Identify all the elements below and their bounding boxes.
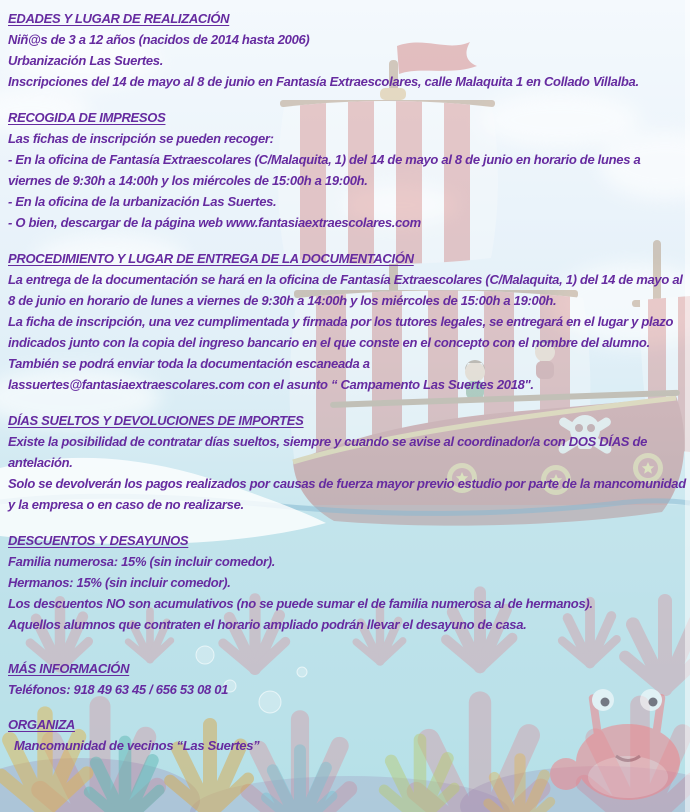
section-recogida-impresos <box>8 107 686 233</box>
section-mas-informacion <box>8 658 686 700</box>
section-procedimiento-entrega <box>8 248 686 395</box>
section-edades-y-lugar <box>8 8 686 92</box>
paragraph-phones: Teléfonos: 918 49 63 45 / 656 53 08 01 <box>8 682 229 697</box>
section-descuentos-desayunos <box>8 530 686 635</box>
paragraph: Aquellos alumnos que contraten el horario ampliado podrán llevar el desayuno de casa. <box>8 617 527 632</box>
section-organiza <box>8 714 686 756</box>
section-dias-sueltos <box>8 410 686 515</box>
paragraph: Las fichas de inscripción se pueden recoger: <box>8 131 274 146</box>
section-heading: DÍAS SUELTOS Y DEVOLUCIONES DE IMPORTES <box>8 413 304 428</box>
section-heading: ORGANIZA <box>8 717 75 732</box>
paragraph: Solo se devolverán los pagos realizados por causas de fuerza mayor previo estudio por parte de la mancomunidad y la empresa o en caso de no realizarse. <box>8 476 686 512</box>
bullet-item-website: - O bien, descargar de la página web www.fantasiaextraescolares.com <box>8 215 421 230</box>
paragraph: Existe la posibilidad de contratar días sueltos, siempre y cuando se avise al coordinador/a con DOS DÍAS de antelación. <box>8 434 648 470</box>
paragraph-organizer: Mancomunidad de vecinos “Las Suertes” <box>14 738 260 753</box>
paragraph: Niñ@s de 3 a 12 años (nacidos de 2014 hasta 2006) <box>8 32 310 47</box>
paragraph: Urbanización Las Suertes. <box>8 53 164 68</box>
paragraph: Inscripciones del 14 de mayo al 8 de junio en Fantasía Extraescolares, calle Malaquita 1 en Collado Villalba. <box>8 74 639 89</box>
paragraph: Los descuentos NO son acumulativos (no se puede sumar el de familia numerosa al de hermanos). <box>8 596 593 611</box>
paragraph: También se podrá enviar toda la documentación escaneada a <box>8 356 370 371</box>
paragraph: Familia numerosa: 15% (sin incluir comedor). <box>8 554 276 569</box>
paragraph: La ficha de inscripción, una vez cumplimentada y firmada por los tutores legales, se entregará en el lugar y plazo indicados junto con la copia del ingreso bancario en el que conste en el concepto con el nombre del alumno. <box>8 314 674 350</box>
section-heading: MÁS INFORMACIÓN <box>8 661 130 676</box>
section-heading: PROCEDIMIENTO Y LUGAR DE ENTREGA DE LA DOCUMENTACIÓN <box>8 251 414 266</box>
bullet-item: - En la oficina de la urbanización Las Suertes. <box>8 194 277 209</box>
section-heading: EDADES Y LUGAR DE REALIZACIÓN <box>8 11 230 26</box>
paragraph: Hermanos: 15% (sin incluir comedor). <box>8 575 231 590</box>
section-heading: RECOGIDA DE IMPRESOS <box>8 110 166 125</box>
paragraph: La entrega de la documentación se hará en la oficina de Fantasía Extraescolares (C/Malaquita, 1) del 14 de mayo al 8 de junio en horario de lunes a viernes de 9:30h a 14:00h y los miércoles de 15:00h a 19:00h. <box>8 272 683 308</box>
paragraph-email: lassuertes@fantasiaextraescolares.com con el asunto “ Campamento Las Suertes 2018". <box>8 377 534 392</box>
bullet-item: - En la oficina de Fantasía Extraescolares (C/Malaquita, 1) del 14 de mayo al 8 de junio en horario de lunes a viernes de 9:30h a 14:00h y los miércoles de 15:00h a 19:00h. <box>8 152 641 188</box>
section-heading: DESCUENTOS Y DESAYUNOS <box>8 533 189 548</box>
